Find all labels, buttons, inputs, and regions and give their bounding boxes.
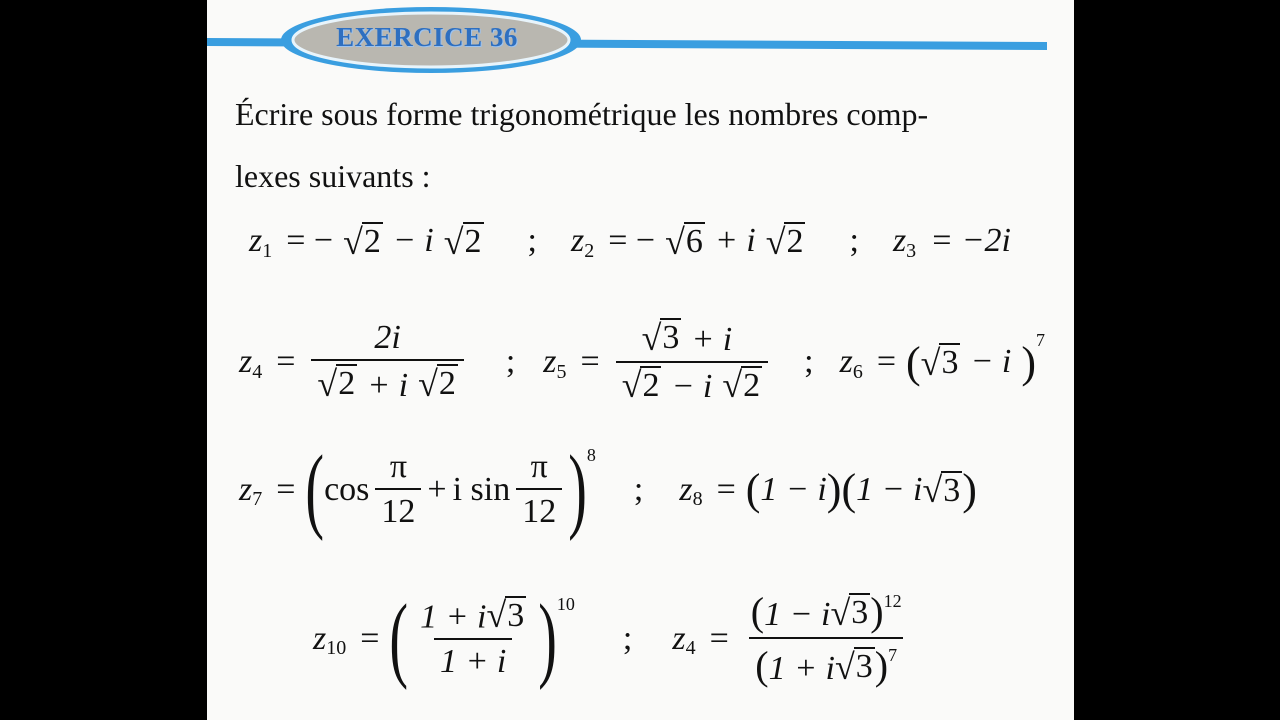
fraction: √ 3 + i √ 2 − i √ 2 <box>616 318 768 406</box>
separator: ; <box>804 343 814 381</box>
separator: ; <box>633 470 644 508</box>
expression-z7: z 7 = ( cos $\frac{\pi}{12}$ + i sin $\frac{\pi}{12}$ ) 8 <box>239 436 596 543</box>
exercise-title: EXERCICE 36 <box>336 22 518 52</box>
exercise-page <box>207 0 1074 720</box>
expression-z4-second: z 4 = (1 − i √ 3 )$^{12}$ (1 + i √ 3 )$^7$ <box>672 589 902 688</box>
row-2 <box>239 318 1045 406</box>
fraction: 2i √ 2 + i √ 2 <box>311 319 463 405</box>
expression-z2: z 2 = − √ 6 + i √ 2 <box>570 221 804 262</box>
sqrt: √ 2 <box>765 221 804 262</box>
expression-z8: z 8 = ( 1 − i ) ( 1 − i √ 3 ) <box>679 465 977 514</box>
sqrt: √ 2 <box>443 221 482 262</box>
row-1 <box>249 222 1021 260</box>
expression-z10: z 10 = ( 1 + i √ 3 1 + i ) 10 <box>313 585 575 692</box>
sqrt: √ 2 <box>343 221 381 262</box>
expression-z1: z 1 = − √ 2 − i √ 2 <box>249 221 482 262</box>
separator: ; <box>849 222 859 259</box>
separator: ; <box>622 619 633 657</box>
sqrt: √ 6 <box>665 221 703 262</box>
instruction-line-2: lexes suivants : <box>235 158 431 194</box>
row-3 <box>239 436 977 543</box>
expression-z6: z 6 = ( √ 3 − i ) 7 <box>839 329 1045 387</box>
separator: ; <box>527 222 537 259</box>
expression-z4: z 4 = 2i √ 2 + i √ 2 <box>239 319 470 405</box>
expression-z5: z 5 = √ 3 + i √ 2 − i √ 2 <box>543 318 774 406</box>
expression-z3: z 3 = −2i <box>892 222 1012 262</box>
instruction-line-1: Écrire sous forme trigonométrique les nombres comp- <box>235 96 929 132</box>
row-4 <box>313 585 914 692</box>
separator: ; <box>505 343 516 381</box>
